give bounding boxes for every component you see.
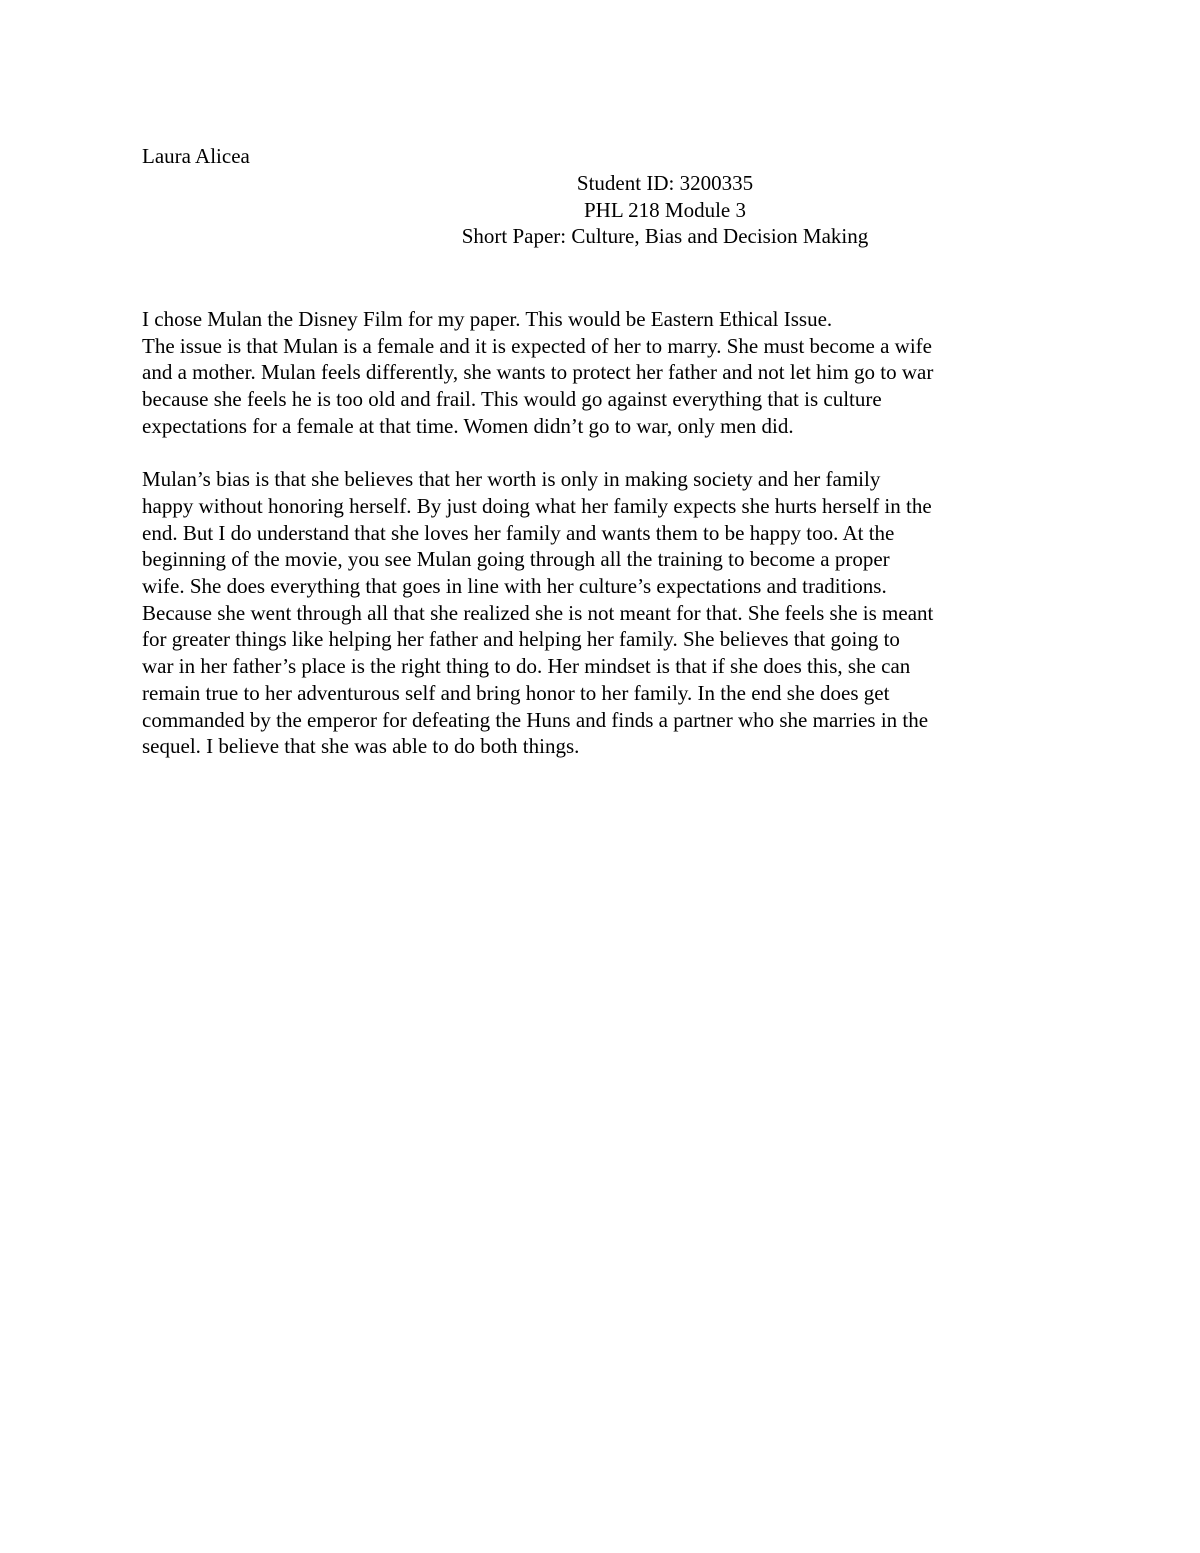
paragraph-line: expectations for a female at that time. Women didn’t go to war, only men did. [142,413,794,438]
paragraph-line: and a mother. Mulan feels differently, she wants to protect her father and not let him go to war [142,360,934,385]
paragraph-line: happy without honoring herself. By just doing what her family expects she hurts herself in the [142,493,932,518]
paragraph-line: for greater things like helping her father and helping her family. She believes that going to [142,627,900,652]
paragraph-line: commanded by the emperor for defeating the Huns and finds a partner who she marries in the [142,707,929,732]
paragraph-line: beginning of the movie, you see Mulan going through all the training to become a proper [142,547,890,572]
paragraph-line: war in her father’s place is the right thing to do. Her mindset is that if she does this, she can [142,654,911,679]
paragraph-line: Mulan’s bias is that she believes that her worth is only in making society and her family [142,467,881,492]
paper-title: Short Paper: Culture, Bias and Decision Making [461,224,869,249]
course-name: PHL 218 Module 3 [584,197,746,222]
paragraph-line: wife. She does everything that goes in line with her culture’s expectations and traditions. [142,574,887,599]
paragraph-line: I chose Mulan the Disney Film for my paper. This would be Eastern Ethical Issue. [142,307,833,331]
paper-heading [0,170,1200,250]
paragraph-line: Because she went through all that she realized she is not meant for that. She feels she is meant [142,600,934,625]
paragraph-line: remain true to her adventurous self and bring honor to her family. In the end she does get [142,680,890,705]
paragraph-line: sequel. I believe that she was able to do both things. [142,734,580,759]
paper-body [142,306,1072,760]
paragraph-spacer [142,440,1072,467]
paragraph-line: because she feels he is too old and frail. This would go against everything that is culture [142,387,882,412]
paragraph-1 [142,306,1072,440]
paragraph-line: end. But I do understand that she loves her family and wants them to be happy too. At the [142,520,895,545]
author-name: Laura Alicea [142,144,250,168]
paragraph-2 [142,466,1072,760]
paragraph-line: The issue is that Mulan is a female and it is expected of her to marry. She must become a wife [142,333,932,358]
student-id: Student ID: 3200335 [576,171,754,195]
